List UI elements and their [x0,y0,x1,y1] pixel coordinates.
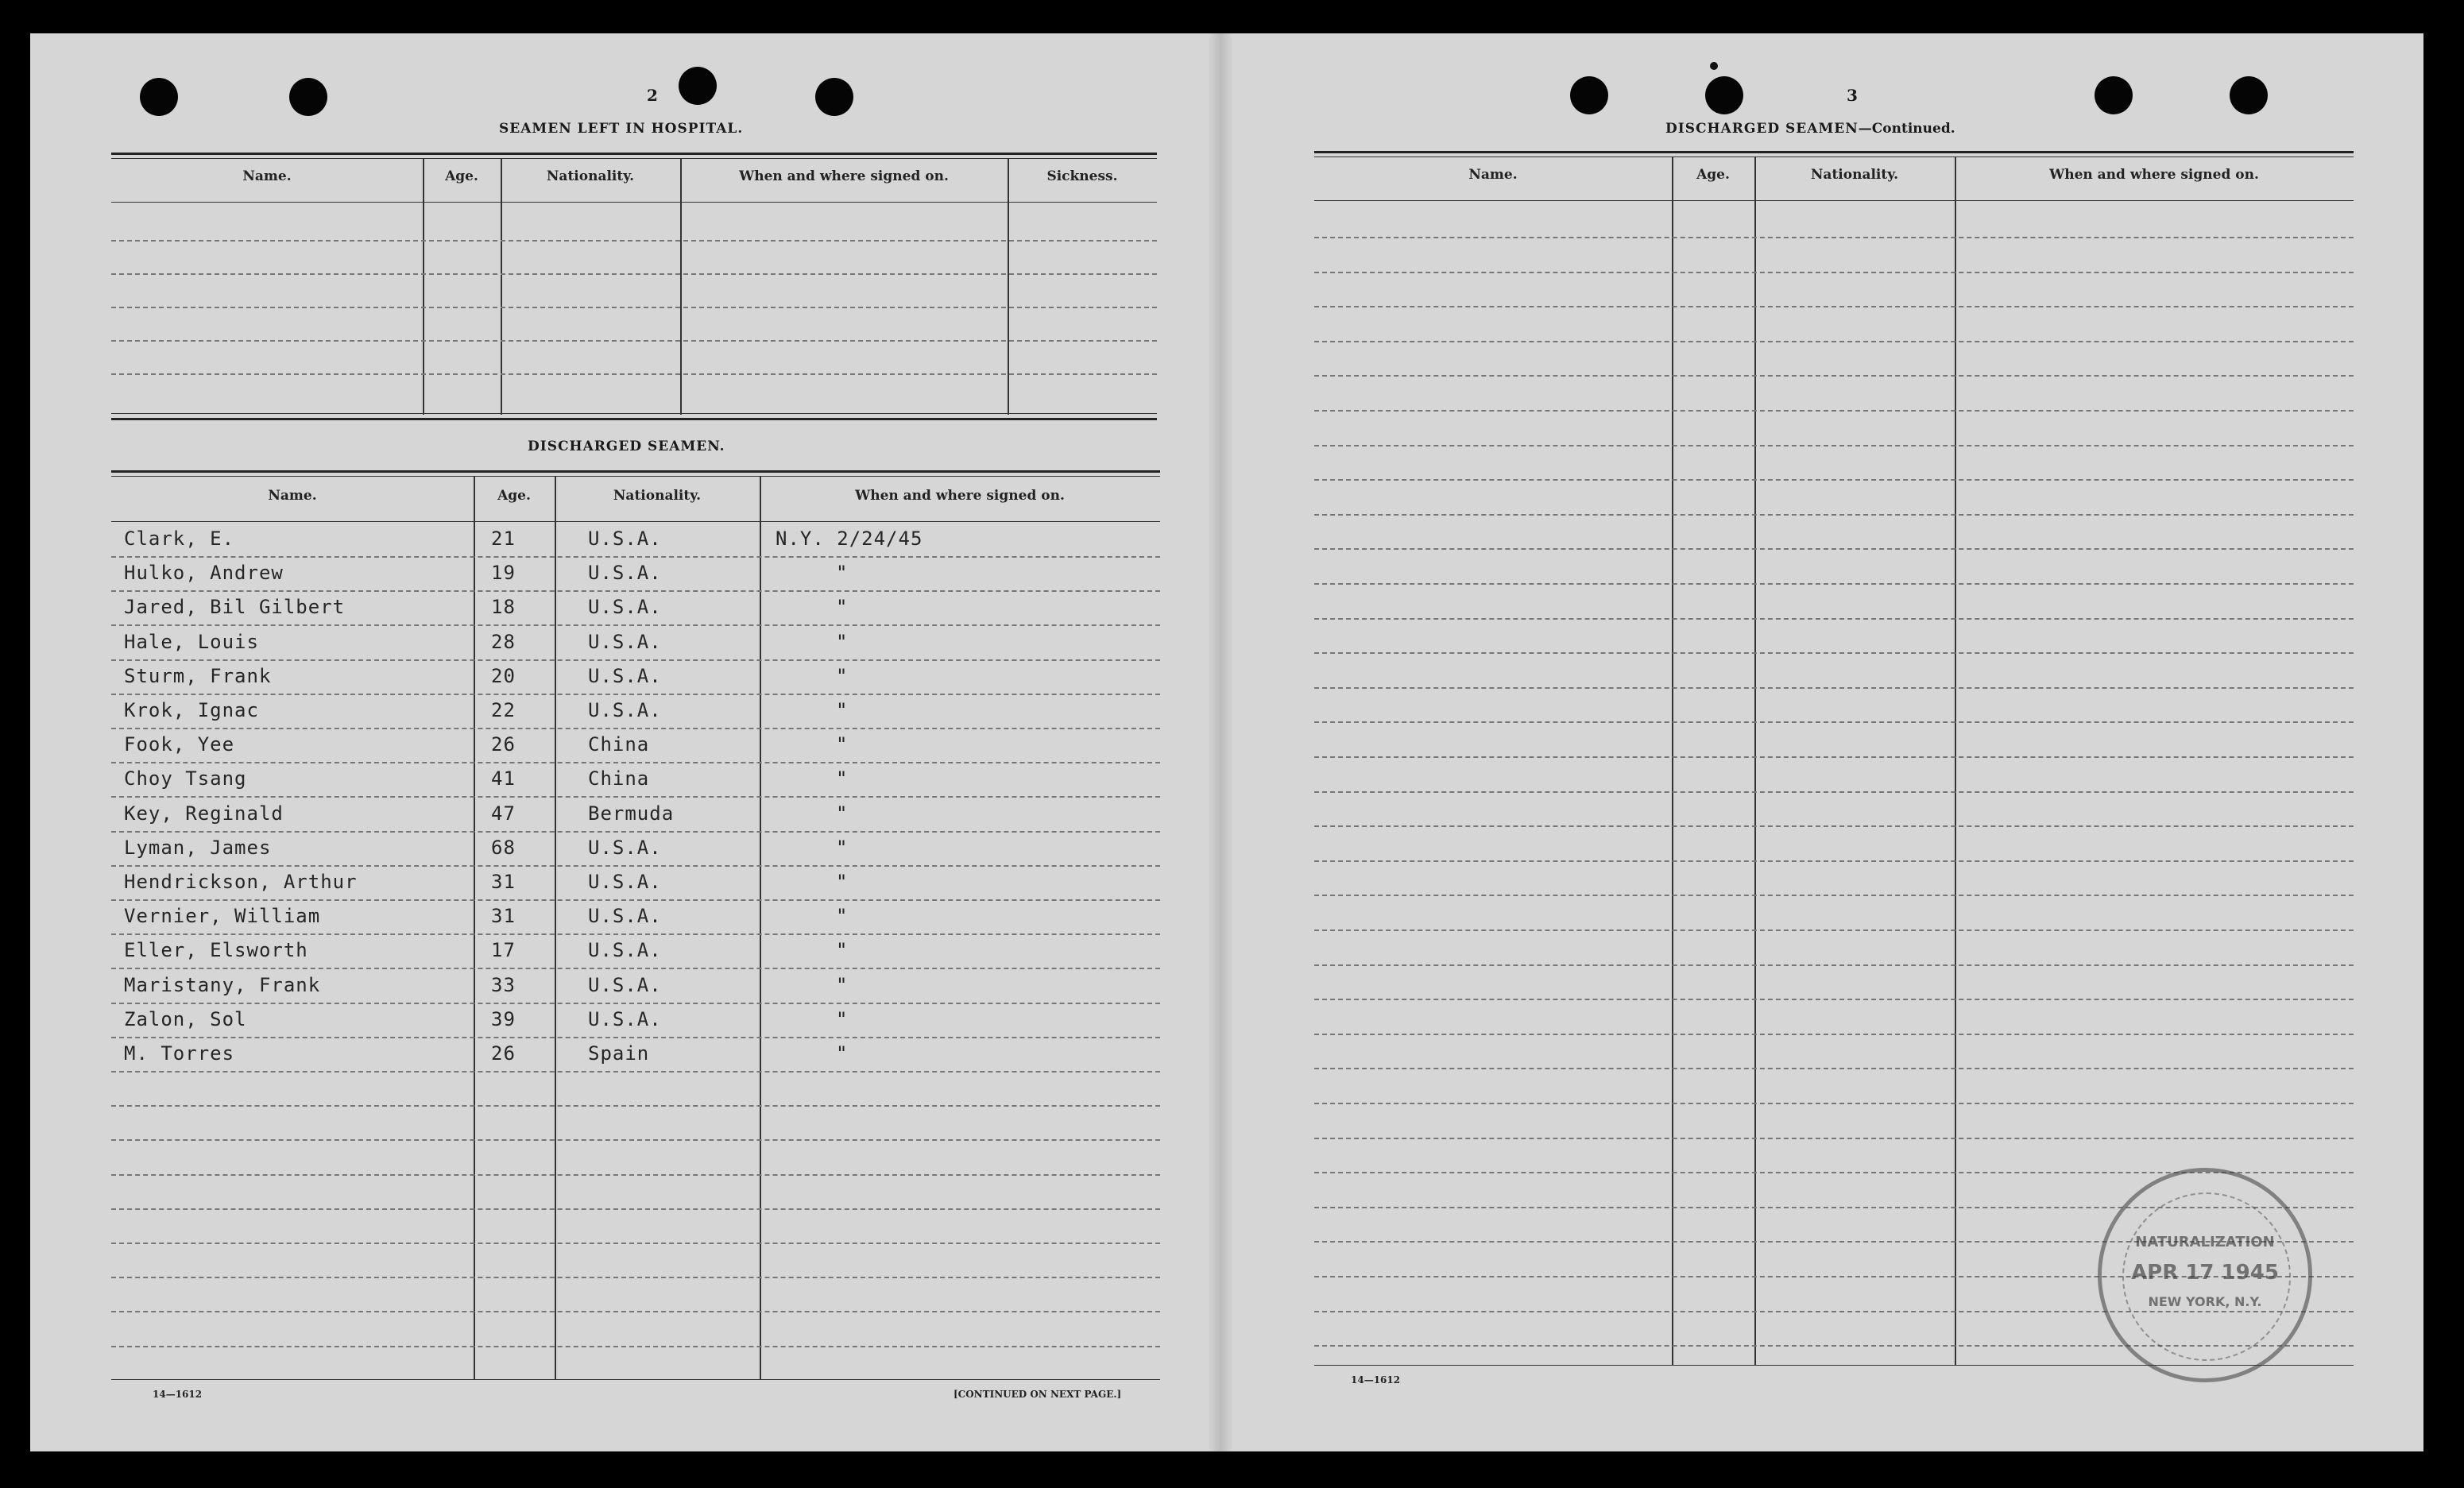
cell-nationality: U.S.A. [588,905,662,927]
page-number-right: 3 [1847,86,1858,105]
cell-age: 17 [491,939,516,961]
cell-age: 31 [491,905,516,927]
punch-hole [289,78,327,116]
cell-signed-on: " [836,974,849,996]
right-header-age: Age. [1696,167,1730,183]
cell-name: Fook, Yee [124,733,235,756]
continued-note: [CONTINUED ON NEXT PAGE.] [953,1389,1122,1400]
cell-signed-on: " [836,665,849,687]
cell-nationality: China [588,733,650,756]
discharged-continued-title-main: DISCHARGED SEAMEN [1665,121,1859,137]
cell-nationality: U.S.A. [588,974,662,996]
cell-age: 47 [491,802,516,825]
discharged-header-signed-on: When and where signed on. [855,488,1065,504]
stamp-line1: NATURALIZATION [2135,1234,2275,1250]
discharged-header-age: Age. [497,488,531,504]
cell-nationality: U.S.A. [588,528,662,550]
cell-name: Zalon, Sol [124,1008,247,1030]
cell-signed-on: N.Y. 2/24/45 [776,528,923,550]
cell-nationality: Bermuda [588,802,675,825]
cell-nationality: U.S.A. [588,562,662,584]
punch-hole [140,78,178,116]
cell-signed-on: " [836,802,849,825]
cell-signed-on: " [836,871,849,893]
cell-nationality: U.S.A. [588,1008,662,1030]
punch-hole [679,67,717,105]
cell-name: Hale, Louis [124,631,259,653]
cell-name: Clark, E. [124,528,235,550]
cell-nationality: U.S.A. [588,596,662,618]
cell-nationality: U.S.A. [588,837,662,859]
cell-signed-on: " [836,1008,849,1030]
discharged-header-nationality: Nationality. [613,488,702,504]
cell-signed-on: " [836,699,849,721]
punch-hole [1705,76,1743,114]
punch-hole [2230,76,2268,114]
cell-age: 33 [491,974,516,996]
discharged-section-title: DISCHARGED SEAMEN. [528,439,725,454]
cell-age: 68 [491,837,516,859]
naturalization-stamp [2098,1168,2312,1382]
punch-hole [1570,76,1608,114]
hospital-header-signed-on: When and where signed on. [739,168,949,184]
cell-nationality: U.S.A. [588,631,662,653]
cell-name: Lyman, James [124,837,272,859]
cell-name: Hendrickson, Arthur [124,871,358,893]
cell-signed-on: " [836,596,849,618]
cell-nationality: U.S.A. [588,665,662,687]
hospital-header-name: Name. [242,168,292,184]
cell-nationality: U.S.A. [588,699,662,721]
cell-signed-on: " [836,767,849,790]
cell-name: Vernier, William [124,905,321,927]
right-header-nationality: Nationality. [1810,167,1899,183]
cell-name: Krok, Ignac [124,699,259,721]
ink-dot [1710,62,1718,70]
cell-signed-on: " [836,562,849,584]
cell-nationality: U.S.A. [588,871,662,893]
cell-name: Sturm, Frank [124,665,272,687]
stamp-line3: NEW YORK, N.Y. [2148,1294,2262,1309]
cell-signed-on: " [836,631,849,653]
cell-name: Eller, Elsworth [124,939,308,961]
punch-hole [2095,76,2133,114]
cell-signed-on: " [836,733,849,756]
hospital-header-age: Age. [445,168,478,184]
cell-signed-on: " [836,939,849,961]
punch-hole [815,78,853,116]
cell-name: Jared, Bil Gilbert [124,596,346,618]
cell-signed-on: " [836,905,849,927]
hospital-header-sickness: Sickness. [1046,168,1118,184]
cell-age: 39 [491,1008,516,1030]
cell-nationality: China [588,767,650,790]
cell-name: Key, Reginald [124,802,284,825]
hospital-section-title: SEAMEN LEFT IN HOSPITAL. [499,121,744,137]
cell-age: 28 [491,631,516,653]
cell-signed-on: " [836,1042,849,1065]
cell-age: 21 [491,528,516,550]
cell-name: Hulko, Andrew [124,562,284,584]
cell-age: 31 [491,871,516,893]
discharged-continued-suffix: —Continued. [1858,121,1955,137]
cell-name: M. Torres [124,1042,235,1065]
cell-age: 26 [491,733,516,756]
page-gutter [1209,33,1232,1451]
cell-age: 19 [491,562,516,584]
page-number-left: 2 [647,86,658,105]
discharged-continued-title [1665,121,1955,137]
cell-age: 41 [491,767,516,790]
discharged-header-name: Name. [268,488,317,504]
right-header-name: Name. [1468,167,1518,183]
form-number-left: 14—1612 [153,1389,203,1400]
cell-age: 26 [491,1042,516,1065]
right-header-signed-on: When and where signed on. [2049,167,2259,183]
cell-age: 18 [491,596,516,618]
cell-name: Choy Tsang [124,767,247,790]
hospital-header-nationality: Nationality. [546,168,635,184]
form-number-right: 14—1612 [1351,1374,1401,1386]
stamp-line2: APR 17 1945 [2131,1261,2279,1285]
cell-age: 22 [491,699,516,721]
cell-signed-on: " [836,837,849,859]
cell-name: Maristany, Frank [124,974,321,996]
cell-nationality: U.S.A. [588,939,662,961]
cell-nationality: Spain [588,1042,650,1065]
cell-age: 20 [491,665,516,687]
